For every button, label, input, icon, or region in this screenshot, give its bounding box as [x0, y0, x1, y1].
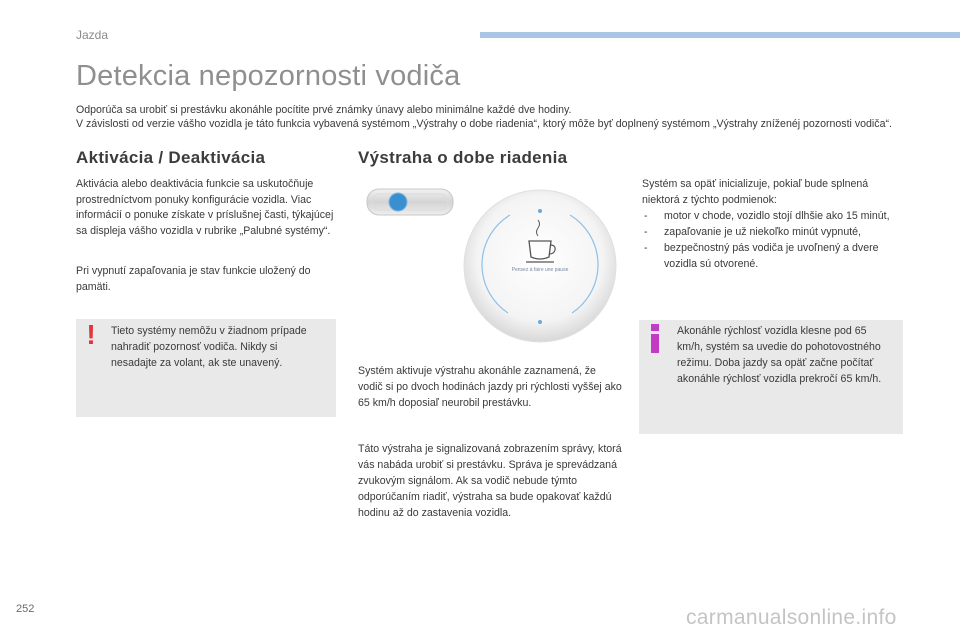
memory-text: Pri vypnutí zapaľovania je stav funkcie uložený do pamäti.: [76, 265, 311, 293]
list-item-text: zapaľovanie je už niekoľko minút vypnuté,: [664, 226, 861, 238]
list-item: - zapaľovanie je už niekoľko minút vypnuté,: [644, 226, 861, 238]
list-item-text: bezpečnostný pás vodiča je uvoľnený a dvere vozidla sú otvorené.: [664, 242, 879, 270]
memory-paragraph: [76, 263, 341, 295]
instrument-cluster-icon: [366, 185, 454, 221]
reset-conditions-paragraph: [642, 176, 907, 208]
info-text: Akonáhle rýchlosť vozidla klesne pod 65 km/h, systém sa uvedie do pohotovostného režimu. Doba jazdy sa opäť začne počítať akonáhle rýchlosť vozidla prekročí 65 km/h.: [677, 325, 882, 385]
info-icon: [648, 322, 662, 354]
driving-signal-paragraph: [358, 441, 628, 521]
list-item: - bezpečnostný pás vodiča je uvoľnený a dvere vozidla sú otvorené.: [644, 242, 879, 270]
page-number: 252: [16, 603, 35, 615]
driving-alert-paragraph: [358, 363, 623, 411]
section-label: Jazda: [76, 28, 109, 42]
display-message: Pensez à faire une pause: [511, 267, 569, 273]
page-title: Detekcia nepozornosti vodiča: [76, 60, 461, 92]
driving-signal-text: Táto výstraha je signalizovaná zobrazením správy, ktorá vás nabáda urobiť si prestávku. Správa je sprevádzaná zvukovým signálom. Ak sa vodič nebude týmto odporúčaním riadiť, výstraha sa bude opakovať každú hodinu až do zastavenia vozidla.: [358, 443, 622, 519]
intro-text: [76, 103, 896, 131]
heading-driving-time: Výstraha o dobe riadenia: [358, 148, 568, 167]
activation-paragraph: [76, 177, 341, 239]
header-accent-bar: [480, 32, 960, 38]
list-item: - motor v chode, vozidlo stojí dlhšie ako 15 minút,: [644, 210, 890, 222]
dashboard-display-illustration: [460, 185, 620, 347]
warning-text: Tieto systémy nemôžu v žiadnom prípade nahradiť pozornosť vodiča. Nikdy si nesadajte za volant, ak ste unavený.: [111, 325, 307, 369]
activation-text: Aktivácia alebo deaktivácia funkcie sa uskutočňuje prostredníctvom ponuky konfigurácie vozidla. Viac informácií o ponuke získate v príslušnej časti, týkajúcej sa displeja vášho vozidla v rubrike „Palubné systémy“.: [76, 178, 334, 237]
reset-conditions-list: [642, 208, 907, 272]
list-item-text: motor v chode, vozidlo stojí dlhšie ako 15 minút,: [664, 210, 890, 222]
warning-icon: !: [86, 319, 96, 350]
intro-line-1: Odporúča sa urobiť si prestávku akonáhle pocítite prvé známky únavy alebo minimálne každé dve hodiny.: [76, 104, 572, 116]
intro-line-2: V závislosti od verzie vášho vozidla je táto funkcia vybavená systémom „Výstrahy o dobe riadenia“, ktorý môže byť doplnený systémom „Výstrahy zníženéj pozornosti vodiča“.: [76, 118, 892, 130]
driving-alert-text: Systém aktivuje výstrahu akonáhle zaznamená, že vodič si po dvoch hodinách jazdy pri rýchlosti vyššej ako 65 km/h doposiaľ neurobil prestávku.: [358, 365, 622, 409]
heading-activation: Aktivácia / Deaktivácia: [76, 148, 266, 167]
reset-conditions-text: Systém sa opäť inicializuje, pokiaľ bude splnená niektorá z týchto podmienok:: [642, 178, 869, 206]
watermark: carmanualsonline.info: [686, 606, 897, 629]
